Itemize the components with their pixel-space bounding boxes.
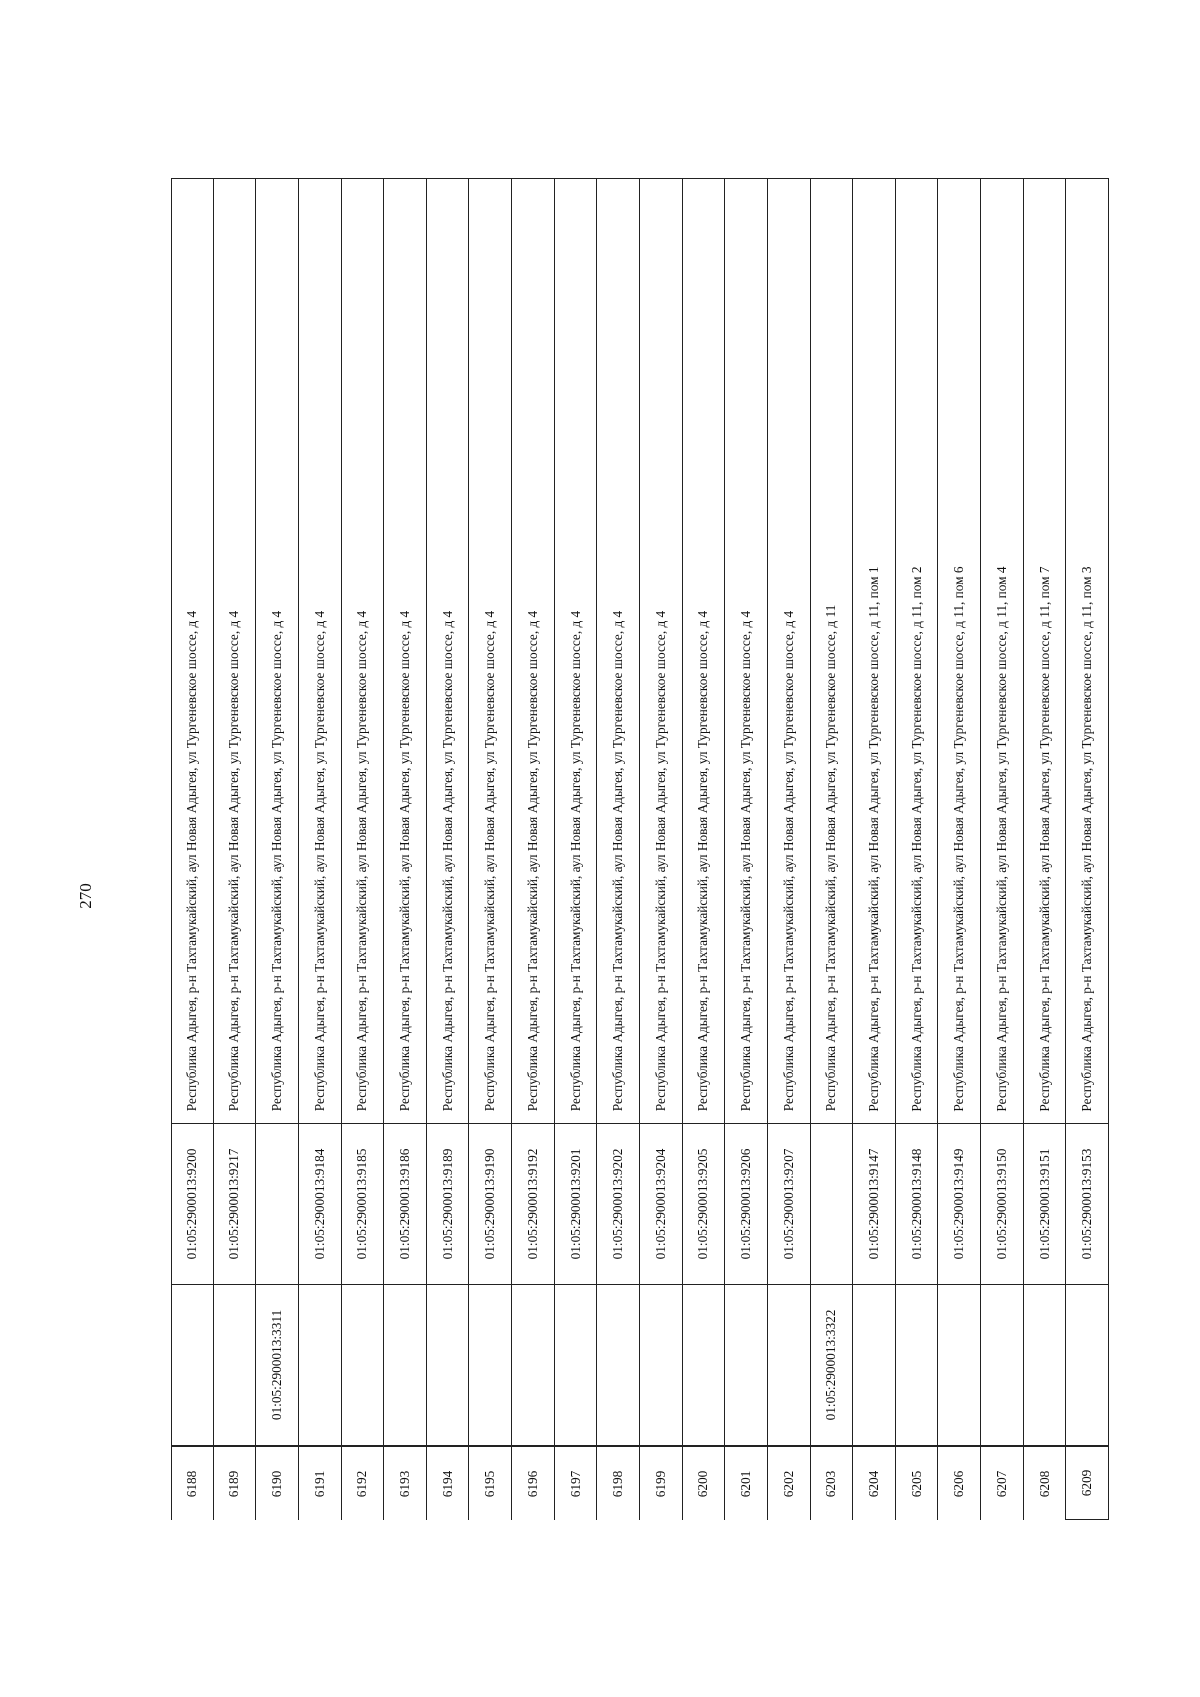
cadastral-number-cell xyxy=(853,1124,895,1285)
address-text: Республика Адыгея, р-н Тахтамукайский, аул Новая Адыгея, ул Тургеневское шоссе, д 4 xyxy=(652,610,668,1112)
address-text: Республика Адыгея, р-н Тахтамукайский, аул Новая Адыгея, ул Тургеневское шоссе, д 4 xyxy=(439,610,455,1112)
cadastral-number-cell xyxy=(981,1124,1023,1285)
cadastral-number-text: 01:05:2900013:9186 xyxy=(396,1148,412,1260)
row-number-text: 6209 xyxy=(1079,1469,1095,1497)
cadastral-number-cell xyxy=(896,1124,938,1285)
parent-cadastral-cell xyxy=(256,1285,298,1446)
table-row xyxy=(811,178,854,1520)
row-number-text: 6189 xyxy=(226,1470,242,1497)
cadastral-number-text: 01:05:2900013:9150 xyxy=(993,1148,1009,1260)
table-row xyxy=(427,178,470,1520)
table-row xyxy=(896,178,939,1520)
cadastral-number-text: 01:05:2900013:9202 xyxy=(610,1148,626,1260)
cadastral-number-cell xyxy=(469,1124,511,1285)
row-number-cell xyxy=(981,1446,1023,1520)
row-number-cell xyxy=(555,1446,597,1520)
data-table xyxy=(171,178,1109,1520)
cadastral-number-text: 01:05:2900013:9192 xyxy=(524,1148,540,1260)
parent-cadastral-cell xyxy=(469,1285,511,1446)
table-row xyxy=(171,178,214,1520)
table-row xyxy=(256,178,299,1520)
row-number-text: 6194 xyxy=(439,1470,455,1497)
cadastral-number-cell xyxy=(512,1124,554,1285)
cadastral-number-text: 01:05:2900013:9153 xyxy=(1079,1148,1095,1260)
row-number-text: 6198 xyxy=(610,1470,626,1497)
row-number-text: 6192 xyxy=(354,1470,370,1497)
address-cell xyxy=(683,178,725,1124)
parent-cadastral-cell xyxy=(512,1285,554,1446)
row-number-cell xyxy=(597,1446,639,1520)
table-row xyxy=(725,178,768,1520)
table-row xyxy=(555,178,598,1520)
cadastral-number-text: 01:05:2900013:9201 xyxy=(567,1148,583,1260)
table-row xyxy=(384,178,427,1520)
address-text: Республика Адыгея, р-н Тахтамукайский, аул Новая Адыгея, ул Тургеневское шоссе, д 4 xyxy=(184,610,200,1112)
cadastral-number-cell xyxy=(1024,1124,1066,1285)
address-cell xyxy=(469,178,511,1124)
row-number-cell xyxy=(469,1446,511,1520)
parent-cadastral-cell xyxy=(214,1285,256,1446)
cadastral-number-text: 01:05:2900013:9217 xyxy=(226,1148,242,1260)
cadastral-number-cell xyxy=(725,1124,767,1285)
address-text: Республика Адыгея, р-н Тахтамукайский, аул Новая Адыгея, ул Тургеневское шоссе, д 11, пом 4 xyxy=(993,565,1009,1112)
address-cell xyxy=(640,178,682,1124)
address-text: Республика Адыгея, р-н Тахтамукайский, аул Новая Адыгея, ул Тургеневское шоссе, д 4 xyxy=(524,610,540,1112)
address-cell xyxy=(597,178,639,1124)
address-text: Республика Адыгея, р-н Тахтамукайский, аул Новая Адыгея, ул Тургеневское шоссе, д 4 xyxy=(610,610,626,1112)
row-number-cell xyxy=(853,1446,895,1520)
parent-cadastral-cell xyxy=(896,1285,938,1446)
row-number-cell xyxy=(896,1446,938,1520)
address-text: Республика Адыгея, р-н Тахтамукайский, аул Новая Адыгея, ул Тургеневское шоссе, д 4 xyxy=(738,610,754,1112)
cadastral-number-cell xyxy=(555,1124,597,1285)
row-number-text: 6196 xyxy=(524,1470,540,1497)
address-text: Республика Адыгея, р-н Тахтамукайский, аул Новая Адыгея, ул Тургеневское шоссе, д 4 xyxy=(269,610,285,1112)
address-text: Республика Адыгея, р-н Тахтамукайский, аул Новая Адыгея, ул Тургеневское шоссе, д 4 xyxy=(396,610,412,1112)
row-number-cell xyxy=(1066,1446,1108,1520)
parent-cadastral-cell xyxy=(597,1285,639,1446)
row-number-cell xyxy=(214,1446,256,1520)
address-text: Республика Адыгея, р-н Тахтамукайский, аул Новая Адыгея, ул Тургеневское шоссе, д 4 xyxy=(695,610,711,1112)
row-number-text: 6206 xyxy=(951,1470,967,1497)
address-cell xyxy=(938,178,980,1124)
cadastral-number-text: 01:05:2900013:9205 xyxy=(695,1148,711,1260)
cadastral-number-text: 01:05:2900013:9147 xyxy=(865,1148,881,1260)
cadastral-number-cell xyxy=(342,1124,384,1285)
row-number-cell xyxy=(1024,1446,1066,1520)
address-cell xyxy=(896,178,938,1124)
cadastral-number-cell xyxy=(640,1124,682,1285)
table-row xyxy=(469,178,512,1520)
row-number-cell xyxy=(768,1446,810,1520)
row-number-text: 6208 xyxy=(1036,1470,1052,1497)
address-text: Республика Адыгея, р-н Тахтамукайский, аул Новая Адыгея, ул Тургеневское шоссе, д 4 xyxy=(311,610,327,1112)
address-cell xyxy=(555,178,597,1124)
row-number-cell xyxy=(427,1446,469,1520)
address-cell xyxy=(214,178,256,1124)
address-cell xyxy=(1024,178,1066,1124)
row-number-text: 6191 xyxy=(311,1470,327,1497)
row-number-text: 6195 xyxy=(482,1470,498,1497)
cadastral-number-text: 01:05:2900013:9200 xyxy=(184,1148,200,1260)
parent-cadastral-cell xyxy=(342,1285,384,1446)
address-text: Республика Адыгея, р-н Тахтамукайский, аул Новая Адыгея, ул Тургеневское шоссе, д 11, пом 2 xyxy=(908,565,924,1112)
parent-cadastral-cell xyxy=(427,1285,469,1446)
row-number-text: 6205 xyxy=(908,1470,924,1497)
row-number-text: 6201 xyxy=(738,1470,754,1497)
parent-cadastral-cell xyxy=(768,1285,810,1446)
parent-cadastral-cell xyxy=(1024,1285,1066,1446)
row-number-cell xyxy=(725,1446,767,1520)
row-number-text: 6203 xyxy=(823,1470,839,1497)
parent-cadastral-cell xyxy=(938,1285,980,1446)
cadastral-number-cell xyxy=(597,1124,639,1285)
address-cell xyxy=(725,178,767,1124)
address-text: Республика Адыгея, р-н Тахтамукайский, аул Новая Адыгея, ул Тургеневское шоссе, д 4 xyxy=(567,610,583,1112)
address-text: Республика Адыгея, р-н Тахтамукайский, аул Новая Адыгея, ул Тургеневское шоссе, д 11, пом 3 xyxy=(1079,565,1095,1112)
address-cell xyxy=(768,178,810,1124)
parent-cadastral-cell xyxy=(853,1285,895,1446)
cadastral-number-cell xyxy=(1066,1124,1108,1285)
table-row xyxy=(768,178,811,1520)
address-cell xyxy=(342,178,384,1124)
address-text: Республика Адыгея, р-н Тахтамукайский, аул Новая Адыгея, ул Тургеневское шоссе, д 4 xyxy=(226,610,242,1112)
address-cell xyxy=(256,178,298,1124)
row-number-cell xyxy=(512,1446,554,1520)
parent-cadastral-cell xyxy=(1066,1285,1108,1446)
address-cell xyxy=(427,178,469,1124)
parent-cadastral-text: 01:05:2900013:3311 xyxy=(269,1309,285,1421)
cadastral-number-text: 01:05:2900013:9206 xyxy=(738,1148,754,1260)
cadastral-number-cell xyxy=(427,1124,469,1285)
table-row xyxy=(1066,178,1109,1520)
row-number-cell xyxy=(299,1446,341,1520)
row-number-cell xyxy=(342,1446,384,1520)
parent-cadastral-cell xyxy=(981,1285,1023,1446)
row-number-cell xyxy=(384,1446,426,1520)
table-row xyxy=(1024,178,1067,1520)
cadastral-number-cell xyxy=(384,1124,426,1285)
address-cell xyxy=(981,178,1023,1124)
cadastral-number-text: 01:05:2900013:9204 xyxy=(652,1148,668,1260)
table-row xyxy=(981,178,1024,1520)
address-cell xyxy=(172,178,213,1124)
row-number-text: 6204 xyxy=(865,1470,881,1497)
parent-cadastral-cell xyxy=(172,1285,213,1446)
address-cell xyxy=(384,178,426,1124)
table-row xyxy=(683,178,726,1520)
address-text: Республика Адыгея, р-н Тахтамукайский, аул Новая Адыгея, ул Тургеневское шоссе, д 11, пом 6 xyxy=(951,565,967,1112)
parent-cadastral-text: 01:05:2900013:3322 xyxy=(823,1309,839,1421)
row-number-text: 6190 xyxy=(269,1470,285,1497)
table-row xyxy=(853,178,896,1520)
cadastral-number-text: 01:05:2900013:9189 xyxy=(439,1148,455,1260)
table-row xyxy=(299,178,342,1520)
row-number-text: 6200 xyxy=(695,1470,711,1497)
row-number-cell xyxy=(172,1446,213,1520)
cadastral-number-text: 01:05:2900013:9148 xyxy=(908,1148,924,1260)
address-cell xyxy=(299,178,341,1124)
row-number-cell xyxy=(683,1446,725,1520)
row-number-cell xyxy=(256,1446,298,1520)
row-number-text: 6188 xyxy=(184,1470,200,1497)
cadastral-number-cell xyxy=(214,1124,256,1285)
address-cell xyxy=(811,178,853,1124)
cadastral-number-text: 01:05:2900013:9184 xyxy=(311,1148,327,1260)
address-cell xyxy=(853,178,895,1124)
row-number-cell xyxy=(938,1446,980,1520)
table-row xyxy=(938,178,981,1520)
cadastral-number-text: 01:05:2900013:9151 xyxy=(1036,1148,1052,1260)
address-text: Республика Адыгея, р-н Тахтамукайский, аул Новая Адыгея, ул Тургеневское шоссе, д 11 xyxy=(823,604,839,1111)
address-cell xyxy=(1066,178,1108,1124)
table-row xyxy=(342,178,385,1520)
cadastral-number-cell xyxy=(299,1124,341,1285)
parent-cadastral-cell xyxy=(555,1285,597,1446)
table-row xyxy=(597,178,640,1520)
cadastral-number-text: 01:05:2900013:9190 xyxy=(482,1148,498,1260)
cadastral-number-text: 01:05:2900013:9185 xyxy=(354,1148,370,1260)
table-row xyxy=(512,178,555,1520)
cadastral-number-text: 01:05:2900013:9207 xyxy=(780,1148,796,1260)
row-number-text: 6207 xyxy=(993,1470,1009,1497)
cadastral-number-cell xyxy=(811,1124,853,1285)
address-text: Республика Адыгея, р-н Тахтамукайский, аул Новая Адыгея, ул Тургеневское шоссе, д 11, пом 1 xyxy=(865,565,881,1112)
row-number-text: 6202 xyxy=(780,1470,796,1497)
parent-cadastral-cell xyxy=(640,1285,682,1446)
parent-cadastral-cell xyxy=(811,1285,853,1446)
address-text: Республика Адыгея, р-н Тахтамукайский, аул Новая Адыгея, ул Тургеневское шоссе, д 4 xyxy=(482,610,498,1112)
cadastral-number-cell xyxy=(768,1124,810,1285)
cadastral-number-cell xyxy=(683,1124,725,1285)
address-text: Республика Адыгея, р-н Тахтамукайский, аул Новая Адыгея, ул Тургеневское шоссе, д 4 xyxy=(354,610,370,1112)
page-number: 270 xyxy=(76,883,95,909)
address-text: Республика Адыгея, р-н Тахтамукайский, аул Новая Адыгея, ул Тургеневское шоссе, д 11, пом 7 xyxy=(1036,565,1052,1112)
parent-cadastral-cell xyxy=(384,1285,426,1446)
address-text: Республика Адыгея, р-н Тахтамукайский, аул Новая Адыгея, ул Тургеневское шоссе, д 4 xyxy=(780,610,796,1112)
table-row xyxy=(214,178,257,1520)
parent-cadastral-cell xyxy=(725,1285,767,1446)
table-row xyxy=(640,178,683,1520)
cadastral-number-cell xyxy=(256,1124,298,1285)
cadastral-number-cell xyxy=(938,1124,980,1285)
address-cell xyxy=(512,178,554,1124)
cadastral-number-cell xyxy=(172,1124,213,1285)
row-number-text: 6193 xyxy=(396,1470,412,1497)
row-number-text: 6199 xyxy=(652,1470,668,1497)
row-number-cell xyxy=(640,1446,682,1520)
row-number-text: 6197 xyxy=(567,1470,583,1497)
cadastral-number-text: 01:05:2900013:9149 xyxy=(951,1148,967,1260)
parent-cadastral-cell xyxy=(299,1285,341,1446)
parent-cadastral-cell xyxy=(683,1285,725,1446)
row-number-cell xyxy=(811,1446,853,1520)
